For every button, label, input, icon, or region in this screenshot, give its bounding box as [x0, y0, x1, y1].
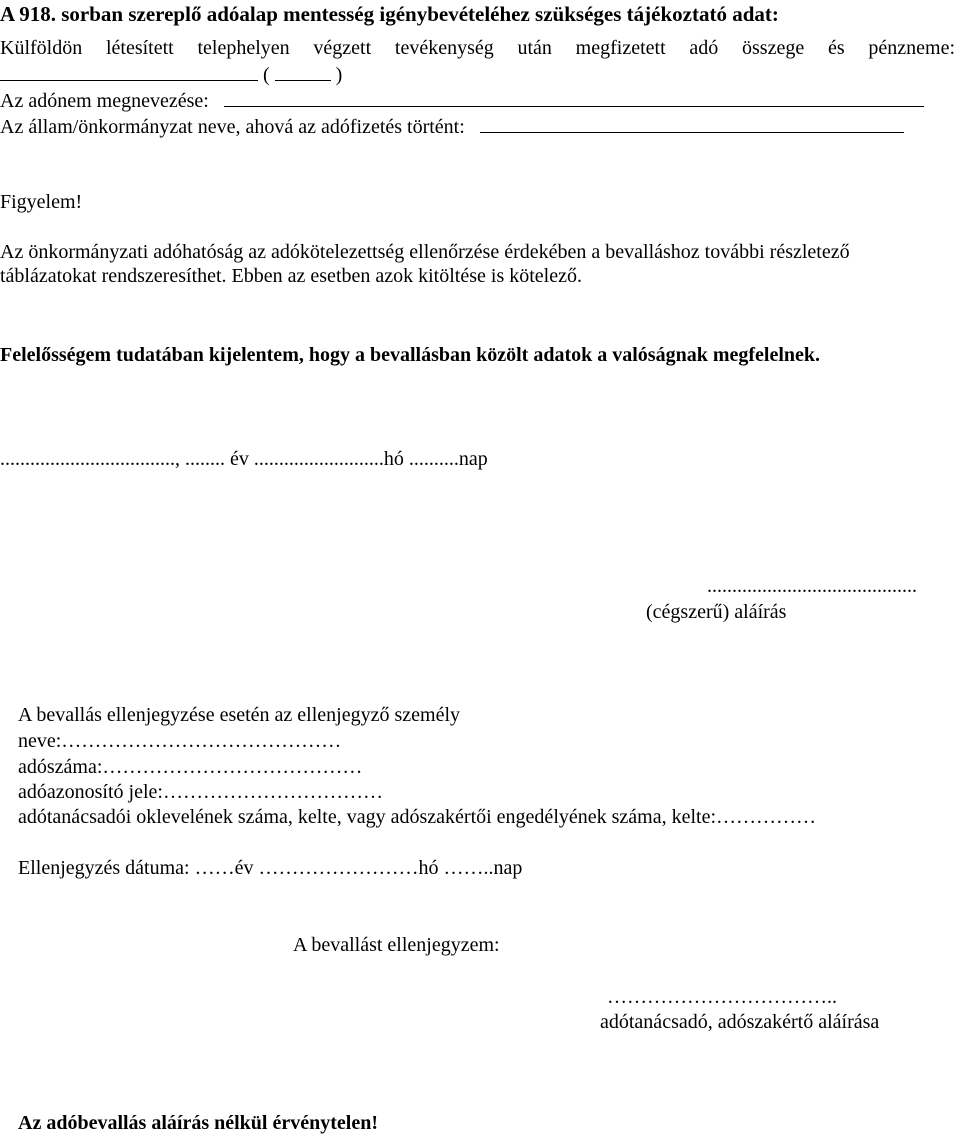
section-title: A 918. sorban szereplő adóalap mentesség igénybevételéhez szükséges tájékoztató adat: — [0, 2, 779, 26]
state-row — [0, 114, 904, 139]
paren-close: ) — [335, 64, 343, 86]
amount-field[interactable] — [0, 62, 258, 81]
countersign-tax-id: adóazonosító jele:…………………………… — [18, 781, 383, 803]
countersign-date: Ellenjegyzés dátuma: ……év ……………………hó ……..nap — [18, 857, 523, 879]
tax-type-row — [0, 88, 924, 113]
amount-currency-row — [0, 62, 342, 87]
notice-heading: Figyelem! — [0, 191, 83, 213]
countersign-name: neve:…………………………………… — [18, 730, 342, 752]
declaration: Felelősségem tudatában kijelentem, hogy a bevallásban közölt adatok a valóságnak megfelelnek. — [0, 344, 821, 366]
paren-open: ( — [263, 64, 270, 86]
signature-dots: .......................................... — [707, 575, 917, 597]
state-field[interactable] — [480, 114, 904, 133]
notice-line-2: táblázatokat rendszeresíthet. Ebben az esetben azok kitöltése is kötelező. — [0, 265, 582, 287]
countersign-signature-dots: …………………………….. — [607, 986, 837, 1008]
countersign-tax-number: adószáma:………………………………… — [18, 756, 363, 778]
date-line: ..................................., ........ év ..........................hó ..........nap — [0, 448, 488, 470]
currency-field[interactable] — [275, 62, 331, 81]
countersign-certificate: adótanácsadói oklevelének száma, kelte, vagy adószakértői engedélyének száma, kelte:…………… — [18, 806, 817, 828]
countersign-signature-label: adótanácsadó, adószakértő aláírása — [600, 1011, 880, 1033]
tax-type-field[interactable] — [224, 88, 924, 107]
countersign-intro: A bevallás ellenjegyzése esetén az ellenjegyző személy — [18, 704, 461, 726]
footer-warning: Az adóbevallás aláírás nélkül érvénytelen! — [18, 1112, 378, 1134]
countersign-statement: A bevallást ellenjegyzem: — [293, 934, 500, 956]
foreign-tax-label: Külföldön létesített telephelyen végzett tevékenység után megfizetett adó összege és pénzneme: — [0, 37, 955, 59]
notice-line-1: Az önkormányzati adóhatóság az adókötelezettség ellenőrzése érdekében a bevalláshoz további részletező — [0, 241, 850, 263]
state-label: Az állam/önkormányzat neve, ahová az adófizetés történt: — [0, 116, 465, 138]
signature-label: (cégszerű) aláírás — [646, 601, 787, 623]
tax-type-label: Az adónem megnevezése: — [0, 90, 209, 112]
